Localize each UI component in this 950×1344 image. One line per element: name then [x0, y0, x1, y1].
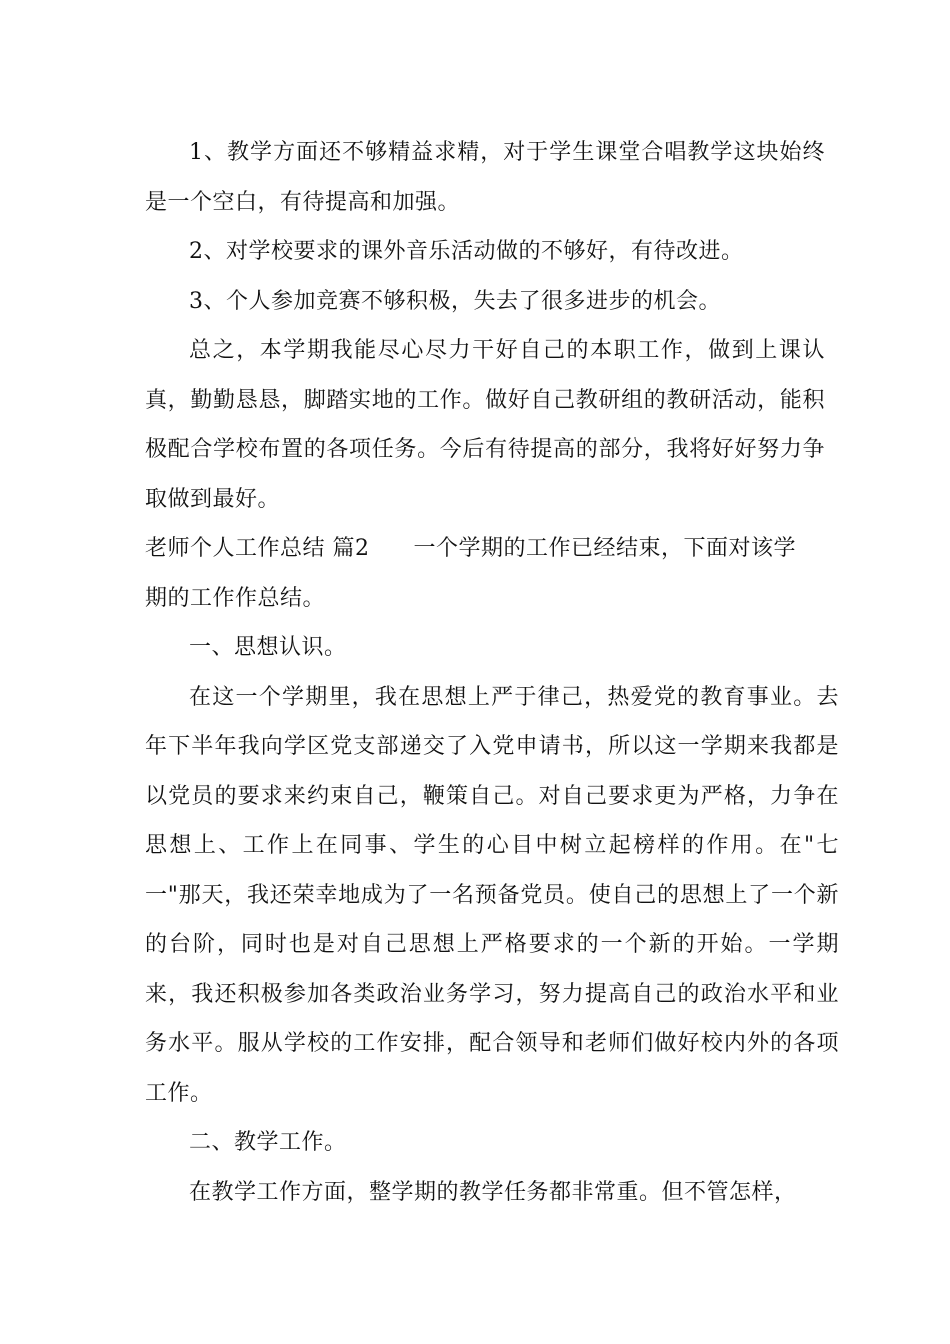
paragraph-thought: 在这一个学期里，我在思想上严于律己，热爱党的教育事业。去年下半年我向学区党支部递交了入党申请书，所以这一学期来我都是以党员的要求来约束自己，鞭策自己。对自己要求更为严格，力争在思想上、工作上在同事、学生的心目中树立起榜样的作用。在"七一"那天，我还荣幸地成为了一名预备党员。使自己的思想上了一个新的台阶，同时也是对自己思想上严格要求的一个新的开始。一学期来，我还积极参加各类政治业务学习，努力提高自己的政治水平和业务水平。服从学校的工作安排，配合领导和老师们做好校内外的各项工作。: [145, 684, 839, 1106]
paragraph-shortcoming-2: 2、对学校要求的课外音乐活动做的不够好，有待改进。: [189, 239, 744, 264]
section-intro-line1: 一个学期的工作已经结束，下面对该学: [413, 536, 797, 561]
document-body: [145, 128, 839, 1217]
paragraph-conclusion: 总之，本学期我能尽心尽力干好自己的本职工作，做到上课认真，勤勤恳恳，脚踏实地的工作。做好自己教研组的教研活动，能积极配合学校布置的各项任务。今后有待提高的部分，我将好好努力争取做到最好。: [145, 338, 825, 512]
section-title: 老师个人工作总结 篇2: [145, 536, 370, 561]
section-intro-line2: 期的工作作总结。: [145, 585, 326, 611]
paragraph-shortcoming-3: 3、个人参加竞赛不够积极，失去了很多进步的机会。: [189, 288, 721, 314]
paragraph-teaching: 在教学工作方面，整学期的教学任务都非常重。但不管怎样，: [189, 1179, 797, 1205]
section-heading-2: [145, 524, 825, 574]
heading-thought: 一、思想认识。: [189, 635, 347, 660]
heading-teaching: 二、教学工作。: [189, 1130, 347, 1155]
paragraph-shortcoming-1: 1、教学方面还不够精益求精，对于学生课堂合唱教学这块始终是一个空白，有待提高和加强。: [145, 140, 825, 215]
